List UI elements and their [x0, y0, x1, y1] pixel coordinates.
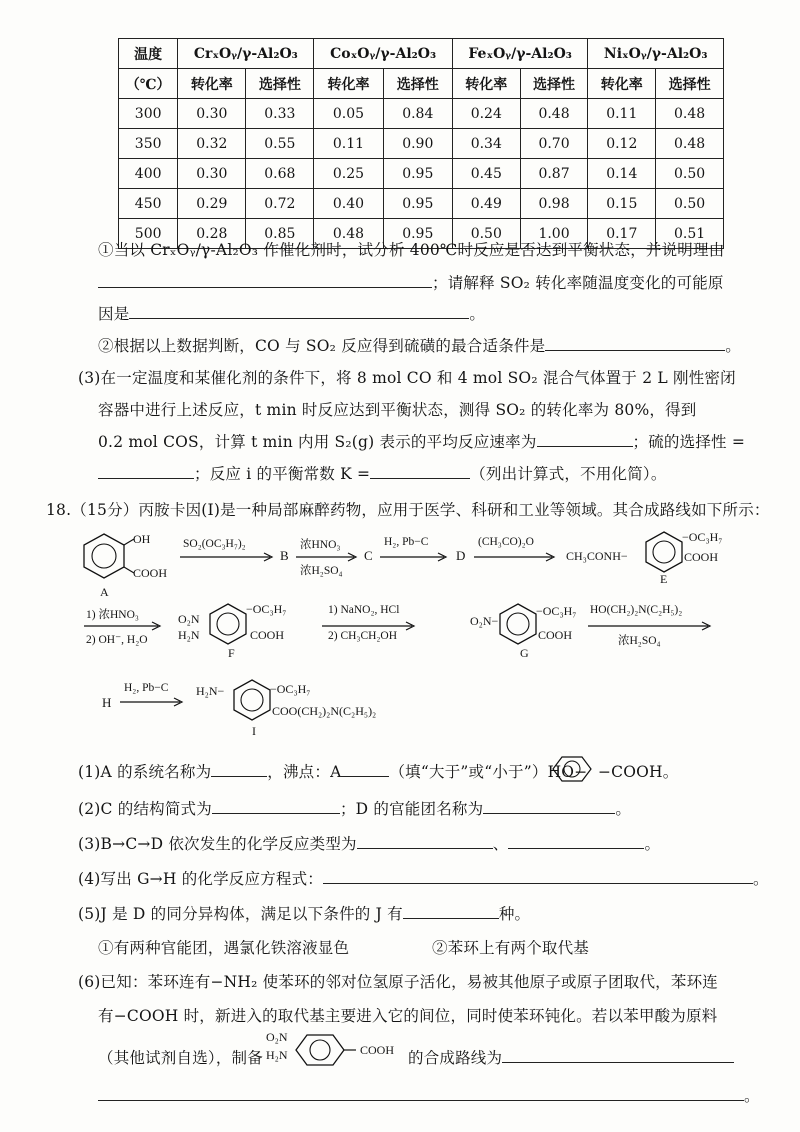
selectivity-cell: 0.68 — [246, 159, 314, 189]
compound-a-ring-icon — [80, 530, 140, 590]
conversion-cell: 0.11 — [314, 129, 383, 159]
conversion-cell: 0.45 — [452, 159, 520, 189]
target-amino: H₂N — [266, 1048, 288, 1062]
catalyst-data-table — [118, 38, 724, 249]
selectivity-cell: 0.87 — [520, 159, 588, 189]
selectivity-cell: 0.84 — [383, 99, 452, 129]
q17-part3-line-1: (3)在一定温度和某催化剂的条件下，将 8 mol CO 和 4 mol SO₂ 混合气体置于 2 L 刚性密闭 — [78, 369, 736, 387]
q18-intro: 18.（15分）丙胺卡因(Ⅰ)是一种局部麻醉药物，应用于医学、科研和工业等领域。其合成路线如下所示： — [46, 501, 770, 519]
selectivity-cell: 0.95 — [383, 219, 452, 249]
a-cooh: COOH — [133, 566, 168, 580]
header-temp-unit: （℃） — [119, 69, 178, 99]
temperature-cell: 350 — [119, 129, 178, 159]
q18-part6-line-2: 有−COOH 时，新进入的取代基主要进入它的间位，同时使苯环钝化。若以苯甲酸为原料 — [98, 1007, 718, 1025]
target-nitro: O₂N — [266, 1030, 288, 1044]
conversion-cell: 0.05 — [314, 99, 383, 129]
i-propoxy: −OC₃H₇ — [270, 682, 311, 696]
reagent-2-top: 浓HNO₃ — [300, 539, 341, 551]
conversion-cell: 0.49 — [452, 189, 520, 219]
reagent-6-top: 1) NaNO₂, HCl — [328, 604, 400, 616]
selectivity-cell: 0.33 — [246, 99, 314, 129]
q17-part3-line-2: 容器中进行上述反应，t min 时反应达到平衡状态，测得 SO₂ 的转化率为 80%，得到 — [98, 401, 697, 419]
q18-part1: (1)A 的系统名称为 ，沸点：A （填“大于”或“小于”）HO− — [78, 763, 588, 781]
selectivity-cell: 0.48 — [520, 99, 588, 129]
selectivity-cell: 0.70 — [520, 129, 588, 159]
selectivity-cell: 1.00 — [520, 219, 588, 249]
answer-blank[interactable] — [129, 304, 469, 319]
reagent-6-bottom: 2) CH₃CH₂OH — [328, 630, 398, 642]
answer-blank[interactable] — [483, 799, 615, 814]
f-nitro: O₂N — [178, 612, 200, 626]
header-selectivity: 选择性 — [520, 69, 588, 99]
conversion-cell: 0.11 — [588, 99, 656, 129]
e-propoxy: −OC₃H₇ — [682, 530, 723, 544]
answer-blank[interactable] — [323, 869, 753, 884]
reagent-3: H₂, Pb−C — [384, 536, 429, 548]
reaction-arrow-icon — [180, 552, 276, 562]
compound-d: D — [456, 548, 466, 563]
conversion-cell: 0.30 — [178, 159, 246, 189]
temperature-cell: 400 — [119, 159, 178, 189]
q18-part6-line-1: (6)已知：苯环连有−NH₂ 使苯环的邻对位氢原子活化，易被其他原子或原子团取代，苯环连 — [78, 973, 718, 991]
reaction-arrow-icon — [588, 621, 714, 631]
conversion-cell: 0.25 — [314, 159, 383, 189]
label-g: G — [520, 646, 529, 660]
table-row — [119, 189, 724, 219]
i-amino: H₂N− — [196, 684, 225, 698]
answer-blank[interactable] — [545, 336, 725, 351]
header-selectivity: 选择性 — [656, 69, 724, 99]
conversion-cell: 0.17 — [588, 219, 656, 249]
conversion-cell: 0.24 — [452, 99, 520, 129]
f-amino: H₂N — [178, 628, 200, 642]
g-nitro: O₂N− — [470, 614, 499, 628]
reaction-arrow-icon — [380, 552, 450, 562]
selectivity-cell: 0.48 — [656, 129, 724, 159]
selectivity-cell: 0.95 — [383, 189, 452, 219]
reagent-5-bottom: 2) OH⁻, H₂O — [86, 634, 148, 646]
answer-blank[interactable] — [211, 762, 267, 777]
q17-part3-line-4: ；反应 ⅰ 的平衡常数 K = （列出计算式，不用化简）。 — [98, 462, 667, 484]
conversion-cell: 0.29 — [178, 189, 246, 219]
answer-blank[interactable] — [357, 834, 493, 849]
q18-part5: (5)J 是 D 的同分异构体，满足以下条件的 J 有 种。 — [78, 905, 531, 923]
p1-cooh-text: −COOH。 — [598, 763, 679, 781]
conversion-cell: 0.40 — [314, 189, 383, 219]
header-selectivity: 选择性 — [246, 69, 314, 99]
answer-blank[interactable] — [98, 273, 432, 288]
temperature-cell: 300 — [119, 99, 178, 129]
temperature-cell: 500 — [119, 219, 178, 249]
conversion-cell: 0.30 — [178, 99, 246, 129]
label-i: I — [252, 724, 256, 738]
compound-b: B — [280, 548, 289, 563]
compound-c: C — [364, 548, 373, 563]
q18-part6-line-4: 。 — [98, 1084, 760, 1106]
label-f: F — [228, 646, 235, 660]
selectivity-cell: 0.51 — [656, 219, 724, 249]
header-catalyst-fe: FeₓOᵧ/γ-Al₂O₃ — [452, 39, 587, 69]
e-cooh: COOH — [684, 550, 719, 564]
reagent-5-top: 1) 浓HNO₃ — [86, 609, 139, 621]
q18-part4: (4)写出 G→H 的化学反应方程式： 。 — [78, 870, 769, 888]
header-temperature: 温度 — [119, 39, 178, 69]
conversion-cell: 0.12 — [588, 129, 656, 159]
answer-blank[interactable] — [370, 464, 470, 479]
q18-condition-2: ②苯环上有两个取代基 — [432, 939, 590, 957]
answer-blank[interactable] — [98, 1086, 744, 1101]
answer-blank[interactable] — [341, 762, 389, 777]
header-conversion: 转化率 — [314, 69, 383, 99]
answer-blank[interactable] — [508, 834, 644, 849]
header-conversion: 转化率 — [178, 69, 246, 99]
q17-line-3: 因是 。 — [98, 305, 486, 323]
q17-part3-line-3: 0.2 mol COS，计算 t min 内用 S₂(g) 表示的平均反应速率为 ；硫的选择性 = — [98, 433, 746, 451]
reaction-arrow-icon — [296, 552, 360, 562]
reagent-1: SO₂(OC₃H₇)₂ — [183, 538, 246, 550]
reagent-7-bottom: 浓H₂SO₄ — [618, 635, 661, 647]
conversion-cell: 0.32 — [178, 129, 246, 159]
header-selectivity: 选择性 — [383, 69, 452, 99]
reaction-arrow-icon — [474, 552, 558, 562]
conversion-cell: 0.14 — [588, 159, 656, 189]
conversion-cell: 0.28 — [178, 219, 246, 249]
answer-blank[interactable] — [98, 464, 194, 479]
conversion-cell: 0.48 — [314, 219, 383, 249]
header-catalyst-ni: NiₓOᵧ/γ-Al₂O₃ — [588, 39, 724, 69]
q17-line-1: ①当以 CrₓOᵧ/γ-Al₂O₃ 作催化剂时，试分析 400℃时反应是否达到平衡状态，并说明理由 — [98, 241, 725, 259]
q17-line-4: ②根据以上数据判断，CO 与 SO₂ 反应得到硫磺的最合适条件是 。 — [98, 337, 741, 355]
selectivity-cell: 0.55 — [246, 129, 314, 159]
table-row — [119, 159, 724, 189]
selectivity-cell: 0.98 — [520, 189, 588, 219]
q18-part2: (2)C 的结构简式为 ；D 的官能团名称为 。 — [78, 800, 632, 818]
reagent-7-top: HO(CH₂)₂N(C₂H₅)₂ — [590, 604, 683, 616]
g-propoxy: −OC₃H₇ — [536, 604, 577, 618]
selectivity-cell: 0.95 — [383, 159, 452, 189]
header-catalyst-co: CoₓOᵧ/γ-Al₂O₃ — [314, 39, 453, 69]
benzene-ring-icon — [545, 754, 599, 784]
header-conversion: 转化率 — [452, 69, 520, 99]
table-row — [119, 99, 724, 129]
reaction-arrow-icon — [120, 697, 186, 707]
reagent-4: (CH₃CO)₂O — [478, 536, 534, 548]
answer-blank[interactable] — [537, 432, 633, 447]
reagent-8: H₂, Pb−C — [124, 682, 169, 694]
reagent-2-bottom: 浓H₂SO₄ — [300, 565, 343, 577]
selectivity-cell: 0.85 — [246, 219, 314, 249]
answer-blank[interactable] — [212, 799, 340, 814]
selectivity-cell: 0.72 — [246, 189, 314, 219]
label-e: E — [660, 572, 668, 586]
i-ester: COO(CH₂)₂N(C₂H₅)₂ — [272, 704, 377, 718]
f-cooh: COOH — [250, 628, 285, 642]
selectivity-cell: 0.90 — [383, 129, 452, 159]
selectivity-cell: 0.50 — [656, 189, 724, 219]
q18-part6-line-3a: （其他试剂自选），制备 — [98, 1049, 263, 1067]
q18-part3: (3)B→C→D 依次发生的化学反应类型为 、 。 — [78, 835, 661, 853]
answer-blank[interactable] — [403, 904, 499, 919]
temperature-cell: 450 — [119, 189, 178, 219]
selectivity-cell: 0.48 — [656, 99, 724, 129]
table-row — [119, 129, 724, 159]
conversion-cell: 0.50 — [452, 219, 520, 249]
g-cooh: COOH — [538, 628, 573, 642]
a-oh: OH — [133, 532, 151, 546]
q18-condition-1: ①有两种官能团，遇氯化铁溶液显色 — [98, 939, 350, 957]
target-cooh: COOH — [360, 1043, 395, 1057]
q17-line-2: ；请解释 SO₂ 转化率随温度变化的可能原 — [98, 271, 724, 293]
selectivity-cell: 0.50 — [656, 159, 724, 189]
answer-blank[interactable] — [502, 1048, 734, 1063]
e-acetamido: CH₃CONH− — [566, 549, 628, 563]
f-propoxy: −OC₃H₇ — [246, 602, 287, 616]
reaction-arrow-icon — [84, 621, 164, 631]
conversion-cell: 0.15 — [588, 189, 656, 219]
header-conversion: 转化率 — [588, 69, 656, 99]
header-catalyst-cr: CrₓOᵧ/γ-Al₂O₃ — [178, 39, 314, 69]
compound-h: H — [102, 695, 112, 710]
q18-part6-line-3b: 的合成路线为 — [408, 1046, 734, 1068]
conversion-cell: 0.34 — [452, 129, 520, 159]
label-a: A — [100, 585, 109, 599]
target-ring-icon — [290, 1030, 370, 1070]
